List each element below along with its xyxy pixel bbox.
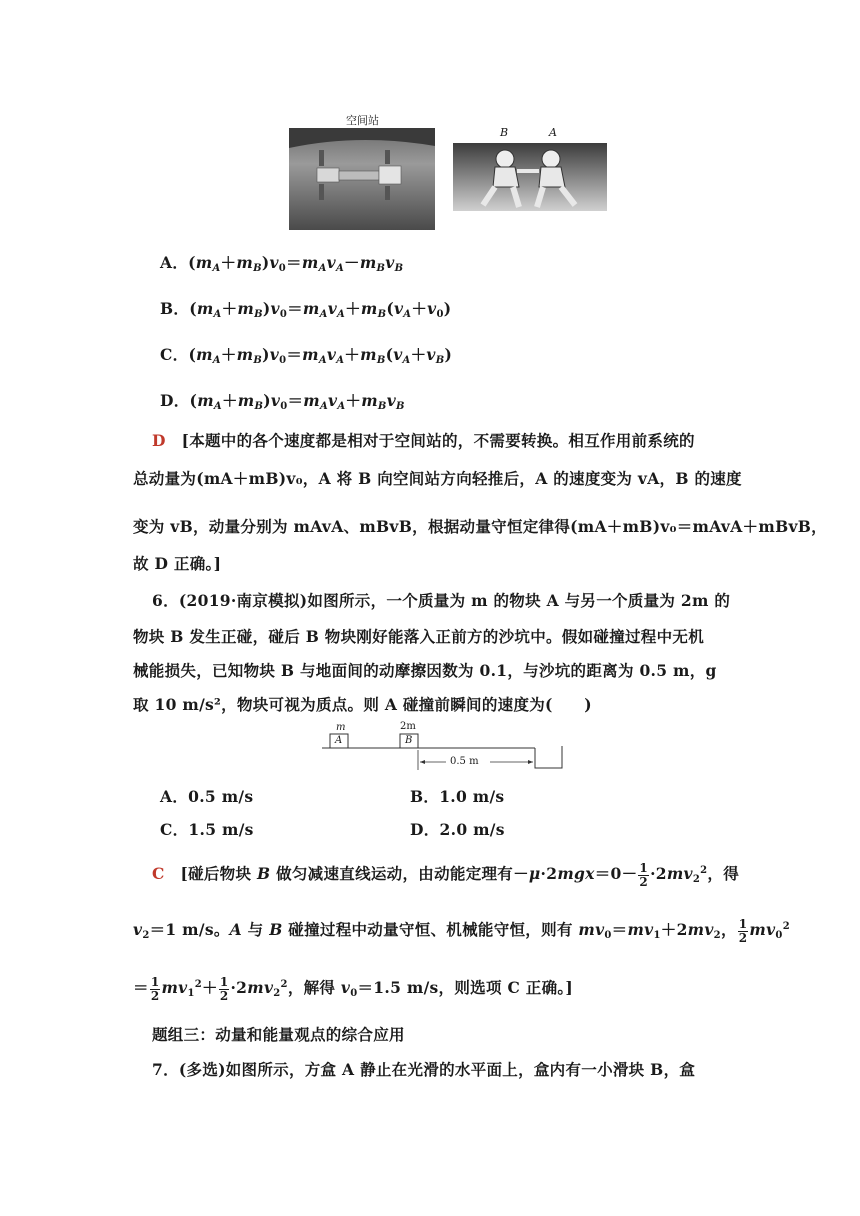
- question-7-line1: 7．(多选)如图所示，方盒 A 静止在光滑的水平面上，盒内有一小滑块 B，盒: [152, 1060, 696, 1079]
- astronauts-photo: [453, 143, 607, 211]
- option-5d: D．$(m_A+m_B)v_0=m_Av_A+m_Bv_B$: [160, 391, 405, 412]
- answer-6-line2: $v_2=1$ m/s。A 与 B 碰撞过程中动量守恒、机械能守恒，则有 $mv_0=mv_1+2mv_2$， $\frac{1}{2}$ $mv_0^2$: [133, 916, 790, 945]
- answer-6-line3: ＝ $\frac{1}{2}$ $mv_1^2+$ $\frac{1}{2}$ $\cdot 2mv_2^2$，解得 $v_0=1.5$ m/s，则选项 C 正确。]: [133, 974, 574, 1003]
- option-5a-letter: A．: [160, 253, 189, 272]
- answer-5-line2: 总动量为(mA＋mB)v₀，A 将 B 向空间站方向轻推后，A 的速度变为 vA，B 的速度: [133, 469, 742, 488]
- option-6b: B．1.0 m/s: [410, 787, 505, 806]
- answer-5-letter: D: [152, 431, 166, 450]
- question-6-line1: 6．(2019·南京模拟)如图所示，一个质量为 m 的物块 A 与另一个质量为 2m 的: [152, 591, 731, 610]
- question-6-line4: 取 10 m/s²，物块可视为质点。则 A 碰撞前瞬间的速度为( ): [133, 695, 592, 714]
- answer-5-line3: 变为 vB，动量分别为 mAvA、mBvB，根据动量守恒定律得(mA＋mB)v₀＝mAvA＋mBvB，: [133, 517, 827, 536]
- space-station-caption: 空间站: [346, 114, 379, 127]
- answer-5-line1: [152, 430, 760, 452]
- collision-diagram: [320, 722, 570, 772]
- block-a: A: [335, 735, 343, 746]
- option-6c: C．1.5 m/s: [160, 820, 254, 839]
- label-a: A: [549, 126, 557, 139]
- option-5b: B．$(m_A+m_B)v_0=m_Av_A+m_B(v_A+v_0)$: [160, 299, 452, 320]
- label-m: m: [336, 722, 346, 733]
- section-title: 题组三：动量和能量观点的综合应用: [152, 1025, 405, 1044]
- distance-label: 0.5 m: [450, 756, 479, 767]
- option-5c: C．$(m_A+m_B)v_0=m_Av_A+m_B(v_A+v_B)$: [160, 345, 453, 366]
- option-5b-letter: B．: [160, 299, 190, 318]
- answer-6-line1: C [碰后物块 B 做匀减速直线运动，由动能定理有－μ·2mgx＝0－ $\frac{1}{2}$ $\cdot 2mv_2^2$，得: [152, 860, 739, 889]
- answer-6-letter: C: [152, 864, 165, 883]
- label-2m: 2m: [400, 721, 416, 732]
- answer-5-line4: 故 D 正确。]: [133, 554, 222, 573]
- option-5a: A．$(m_A+m_B)v_0=m_Av_A-m_Bv_B$: [160, 253, 404, 274]
- question-6-line2: 物块 B 发生正碰，碰后 B 物块刚好能落入正前方的沙坑中。假如碰撞过程中无机: [133, 627, 704, 646]
- answer-5-text1: [本题中的各个速度都是相对于空间站的，不需要转换。相互作用前系统的: [181, 431, 695, 450]
- label-b: B: [500, 126, 509, 139]
- question-6-line3: 械能损失，已知物块 B 与地面间的动摩擦因数为 0.1，与沙坑的距离为 0.5 m，g: [133, 661, 717, 680]
- option-6d: D．2.0 m/s: [410, 820, 505, 839]
- option-5c-letter: C．: [160, 345, 189, 364]
- option-6a: A．0.5 m/s: [160, 787, 254, 806]
- space-station-photo: [289, 128, 435, 230]
- option-5d-letter: D．: [160, 391, 190, 410]
- block-b: B: [405, 735, 413, 746]
